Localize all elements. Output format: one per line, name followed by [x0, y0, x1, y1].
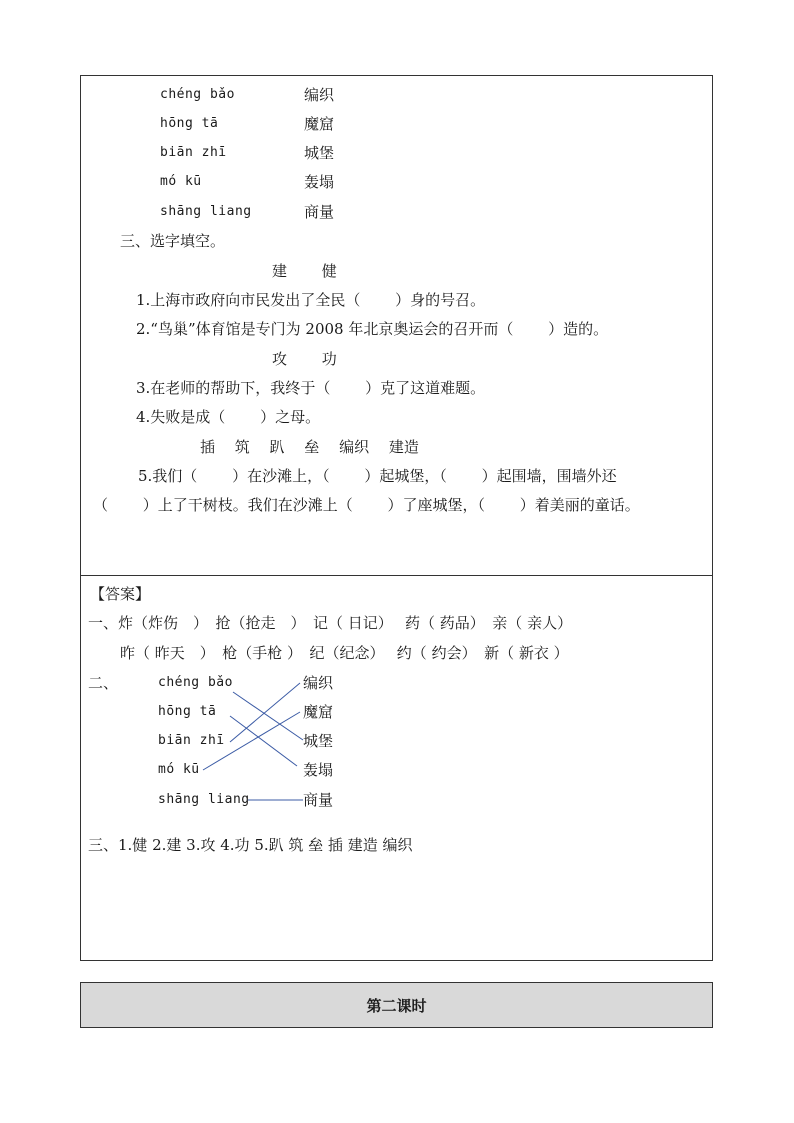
question-5-line1: 5.我们（ ）在沙滩上，（ ）起城堡，（ ）起围墙，围墙外还	[138, 467, 617, 485]
answer-word: 编织	[303, 674, 334, 692]
answer-pinyin: shāng liang	[158, 792, 250, 807]
word-item: 轰塌	[304, 173, 335, 191]
section-heading: 三、选字填空。	[120, 232, 226, 250]
word-item: 魔窟	[304, 115, 335, 133]
section-bar	[80, 982, 713, 1028]
match-line	[230, 716, 297, 766]
match-line	[203, 712, 300, 770]
word-item: 城堡	[304, 144, 335, 162]
word-item: 编织	[304, 86, 335, 104]
answer-title: 【答案】	[90, 585, 151, 603]
word-item: 商量	[304, 203, 335, 221]
question-3: 3.在老师的帮助下，我终于（ ）克了这道难题。	[136, 379, 486, 397]
char-pair: 建 健	[272, 262, 337, 280]
answer-pinyin: mó kū	[158, 762, 200, 777]
question-4: 4.失败是成（ ）之母。	[136, 408, 321, 426]
answer-pinyin: chéng bǎo	[158, 675, 233, 690]
answer-2-label: 二、	[88, 674, 119, 692]
question-5-line2: （ ）上了干树枝。我们在沙滩上（ ）了座城堡，（ ）着美丽的童话。	[93, 496, 640, 514]
answer-1-line1: 一、炸（炸伤 ） 抢（抢走 ） 记（ 日记） 药（ 药品） 亲（ 亲人）	[88, 614, 573, 632]
answer-pinyin: hōng tā	[158, 704, 217, 719]
answer-word: 城堡	[303, 732, 334, 750]
pinyin-item: chéng bǎo	[160, 87, 235, 102]
pinyin-item: shāng liang	[160, 204, 252, 219]
pinyin-item: biān zhī	[160, 145, 227, 160]
answer-word: 轰塌	[303, 761, 334, 779]
question-2: 2.“鸟巢”体育馆是专门为 2008 年北京奥运会的召开而（ ）造的。	[136, 320, 609, 338]
pinyin-item: mó kū	[160, 174, 202, 189]
answer-1-line2: 昨（ 昨天 ） 枪（手枪 ） 纪（纪念） 约（ 约会） 新（ 新衣 ）	[120, 644, 569, 662]
char-pair: 攻 功	[272, 350, 337, 368]
question-1: 1.上海市政府向市民发出了全民（ ）身的号召。	[136, 291, 486, 309]
pinyin-item: hōng tā	[160, 116, 219, 131]
answer-pinyin: biān zhī	[158, 733, 225, 748]
word-bank: 插 筑 趴 垒 编织 建造	[200, 438, 419, 456]
answer-word: 魔窟	[303, 703, 334, 721]
section-title: 第二课时	[366, 996, 427, 1015]
answer-word: 商量	[303, 791, 334, 809]
answer-3: 三、1.健 2.建 3.攻 4.功 5.趴 筑 垒 插 建造 编织	[88, 836, 413, 854]
